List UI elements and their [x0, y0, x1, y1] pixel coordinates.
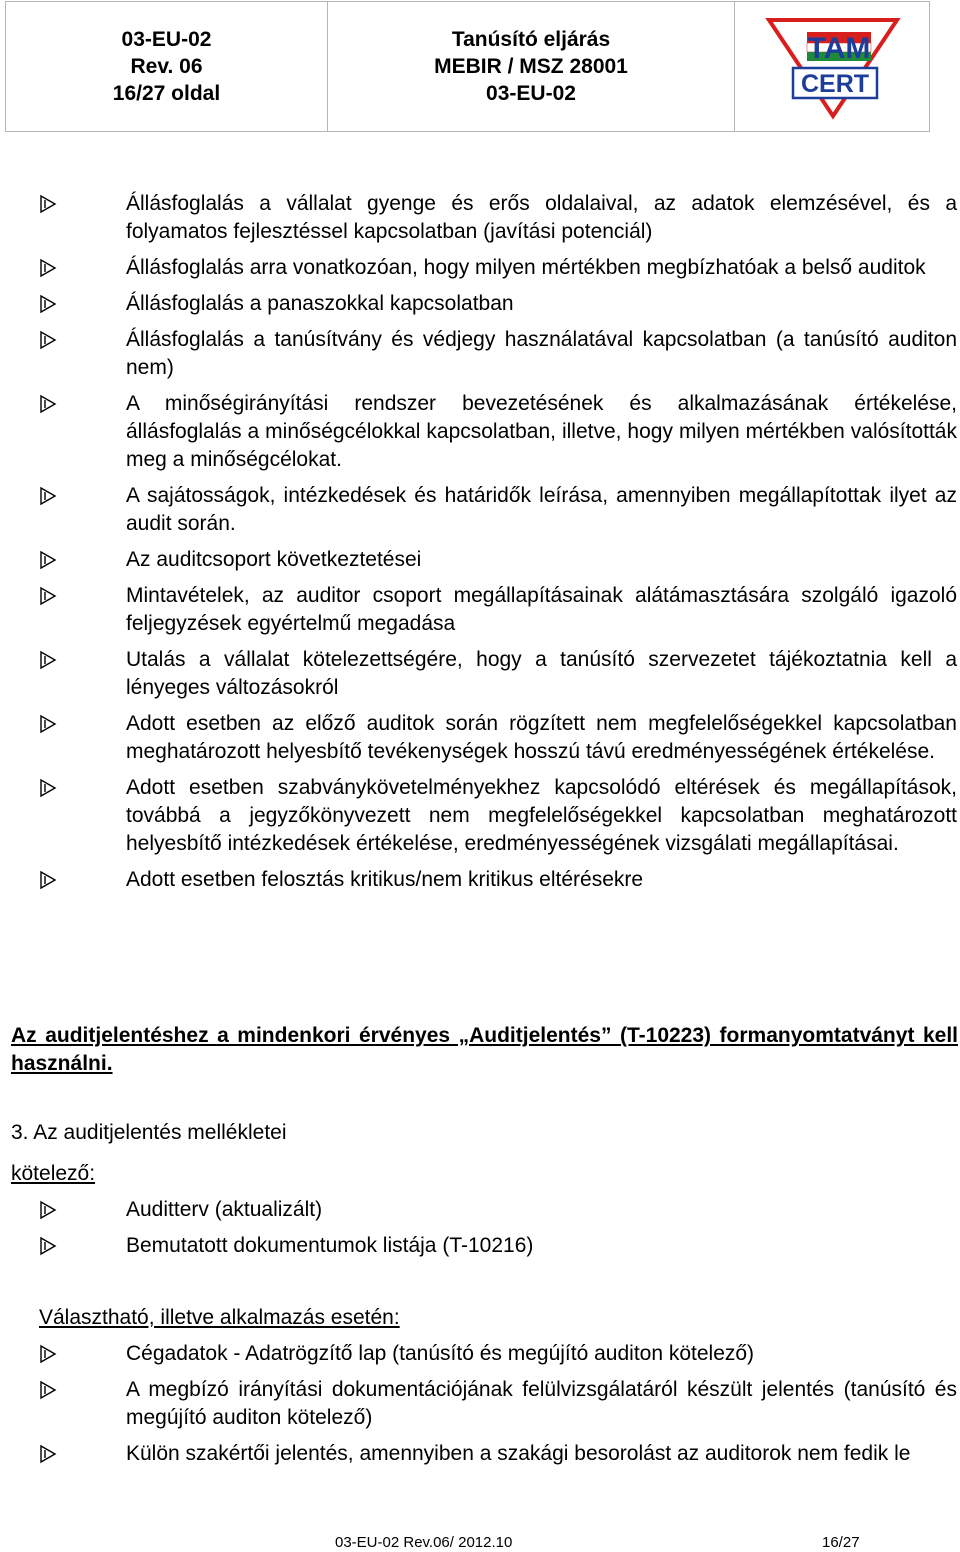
mandatory-item-text: Auditterv (aktualizált) — [126, 1198, 323, 1221]
mandatory-label: kötelező: — [11, 1162, 96, 1185]
optional-item — [0, 1376, 960, 1432]
mandatory-item-text: Bemutatott dokumentumok listája (T-10216) — [126, 1234, 534, 1257]
arrow-bullet-icon — [38, 194, 58, 214]
list-item-text: A minőségirányítási rendszer bevezetésének és alkalmazásának értékelése, állásfoglalás a minőségcélokkal kapcsolatban, illetve, hogy milyen mértékben valósították meg a minőségcélokat. — [126, 392, 957, 471]
arrow-bullet-icon — [38, 550, 58, 570]
list-item — [0, 290, 960, 318]
list-item — [0, 546, 960, 574]
arrow-bullet-icon — [38, 1380, 58, 1400]
footer-doc-ref: 03-EU-02 Rev.06/ 2012.10 — [335, 1534, 513, 1551]
svg-text:CERT: CERT — [800, 69, 870, 98]
arrow-bullet-icon — [38, 586, 58, 606]
list-item-text: Adott esetben felosztás kritikus/nem kritikus eltérésekre — [126, 868, 644, 891]
arrow-bullet-icon — [38, 1344, 58, 1364]
section-title: 3. Az auditjelentés mellékletei — [11, 1121, 287, 1144]
header-page: 16/27 oldal — [112, 82, 221, 105]
tam-cert-logo — [757, 12, 907, 122]
list-item-text: Mintavételek, az auditor csoport megállapításainak alátámasztására szolgáló igazoló feljegyzések egyértelmű megadása — [126, 584, 957, 635]
arrow-bullet-icon — [38, 714, 58, 734]
list-item — [0, 390, 960, 474]
svg-text:TAM: TAM — [807, 31, 871, 65]
arrow-bullet-icon — [38, 778, 58, 798]
audit-report-contents-list — [0, 190, 960, 902]
optional-label: Választható, illetve alkalmazás esetén: — [39, 1306, 400, 1329]
document-header — [5, 1, 930, 132]
list-item — [0, 190, 960, 246]
arrow-bullet-icon — [38, 486, 58, 506]
optional-item — [0, 1340, 960, 1368]
list-item-text: Állásfoglalás a panaszokkal kapcsolatban — [126, 292, 514, 315]
header-doc-code: 03-EU-02 — [121, 28, 212, 51]
optional-item-text: A megbízó irányítási dokumentációjának felülvizsgálatáról készült jelentés (tanúsító és megújító auditon kötelező) — [126, 1378, 957, 1429]
header-title-block — [328, 2, 735, 131]
header-standard: MEBIR / MSZ 28001 — [434, 55, 628, 78]
list-item-text: Állásfoglalás a vállalat gyenge és erős oldalaival, az adatok elemzésével, és a folyamatos fejlesztéssel kapcsolatban (javítási potenciál) — [126, 192, 957, 243]
list-item-text: Állásfoglalás a tanúsítvány és védjegy használatával kapcsolatban (a tanúsító auditon nem) — [126, 328, 957, 379]
header-logo-cell — [735, 2, 929, 131]
arrow-bullet-icon — [38, 1444, 58, 1464]
optional-item-text: Cégadatok - Adatrögzítő lap (tanúsító és megújító auditon kötelező) — [126, 1342, 755, 1365]
arrow-bullet-icon — [38, 870, 58, 890]
arrow-bullet-icon — [38, 650, 58, 670]
list-item-text: Utalás a vállalat kötelezettségére, hogy a tanúsító szervezetet tájékoztatnia kell a lényeges változásokról — [126, 648, 957, 699]
list-item-text: Az auditcsoport következtetései — [126, 548, 422, 571]
list-item-text: A sajátosságok, intézkedések és határidők leírása, amennyiben megállapítottak ilyet az audit során. — [126, 484, 957, 535]
list-item — [0, 774, 960, 858]
mandatory-attachments-list — [0, 1196, 960, 1268]
header-title: Tanúsító eljárás — [451, 28, 611, 51]
list-item — [0, 254, 960, 282]
arrow-bullet-icon — [38, 1236, 58, 1256]
mandatory-item — [0, 1196, 960, 1224]
list-item — [0, 866, 960, 894]
arrow-bullet-icon — [38, 394, 58, 414]
header-code: 03-EU-02 — [486, 82, 576, 105]
optional-item-text: Külön szakértői jelentés, amennyiben a szakági besorolást az auditorok nem fedik le — [126, 1442, 911, 1465]
arrow-bullet-icon — [38, 1200, 58, 1220]
list-item — [0, 482, 960, 538]
list-item — [0, 646, 960, 702]
list-item-text: Adott esetben szabványkövetelményekhez kapcsolódó eltérések és megállapítások, továbbá a jegyzőkönyvezett nem megfelelőségekkel kapcsolatban meghatározott helyesbítő intézkedések értékelése, eredményességének vizsgálati megállapításai. — [126, 776, 957, 855]
mandatory-item — [0, 1232, 960, 1260]
optional-attachments-list — [0, 1340, 960, 1476]
list-item — [0, 326, 960, 382]
arrow-bullet-icon — [38, 258, 58, 278]
arrow-bullet-icon — [38, 330, 58, 350]
list-item-text: Adott esetben az előző auditok során rögzített nem megfelelőségekkel kapcsolatban meghatározott helyesbítő tevékenységek hosszú távú eredményességének értékelése. — [126, 712, 957, 763]
arrow-bullet-icon — [38, 294, 58, 314]
list-item — [0, 582, 960, 638]
list-item-text: Állásfoglalás arra vonatkozóan, hogy milyen mértékben megbízhatóak a belső auditok — [126, 256, 926, 279]
auditjelentes-note: Az auditjelentéshez a mindenkori érvényes „Auditjelentés” (T-10223) formanyomtatványt kell használni. — [11, 1024, 958, 1075]
footer-page-number: 16/27 — [822, 1534, 860, 1551]
header-revision: Rev. 06 — [130, 55, 203, 78]
header-doc-info — [6, 2, 328, 131]
optional-item — [0, 1440, 960, 1468]
list-item — [0, 710, 960, 766]
